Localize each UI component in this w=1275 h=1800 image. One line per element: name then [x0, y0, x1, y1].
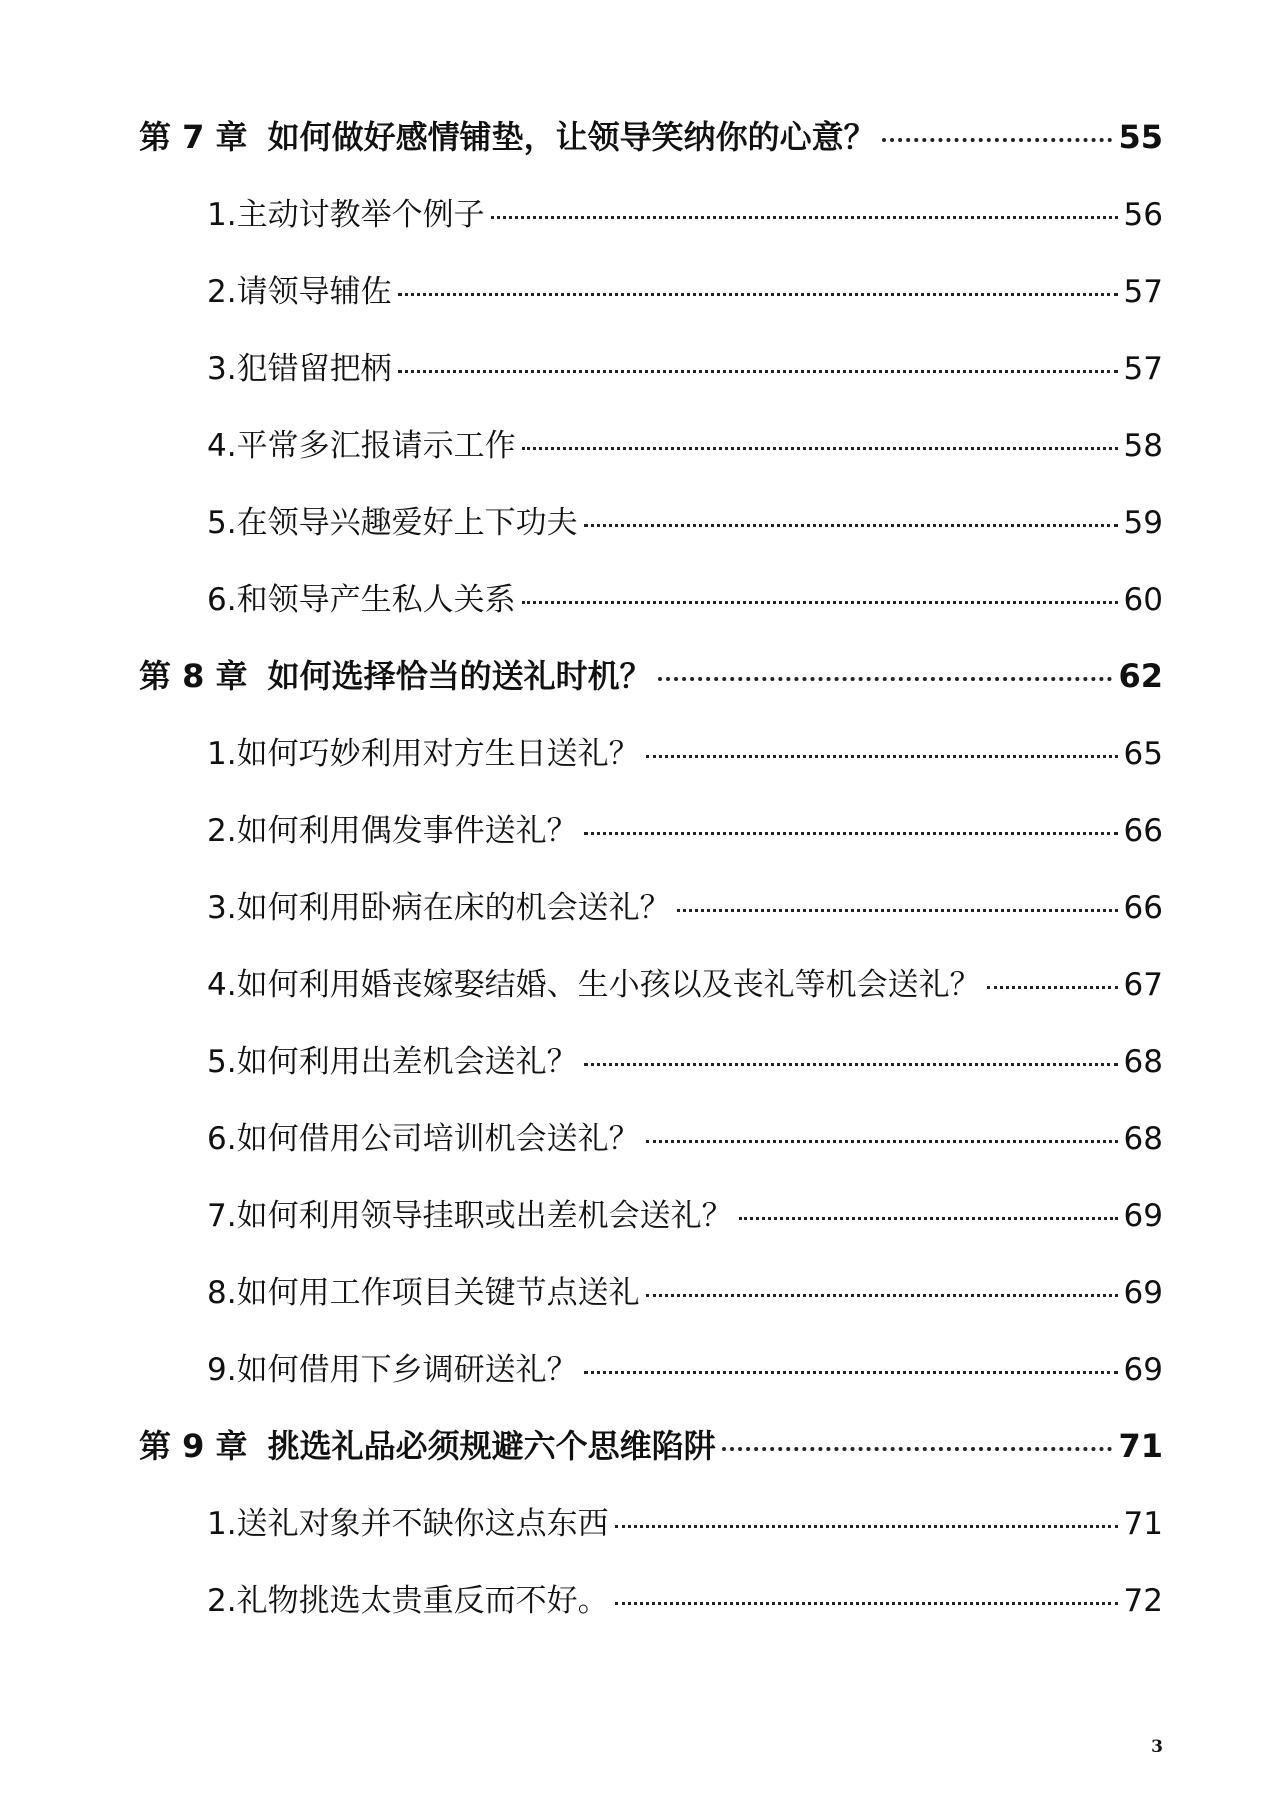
page-ref: 66 [1123, 890, 1163, 926]
dot-leader [987, 986, 1118, 989]
section-title: 1.送礼对象并不缺你这点东西 [207, 1506, 609, 1542]
toc-section[interactable] [0, 1575, 1275, 1652]
section-title: 6.和领导产生私人关系 [207, 582, 516, 618]
section-title: 5.如何利用出差机会送礼？ [207, 1044, 578, 1080]
toc-section[interactable] [0, 1344, 1275, 1421]
dot-leader [615, 1525, 1118, 1528]
page-ref: 55 [1118, 118, 1163, 156]
chapter-number: 第 8 章 [139, 657, 248, 695]
toc-section[interactable] [0, 882, 1275, 959]
page-ref: 62 [1118, 657, 1163, 695]
dot-leader [584, 524, 1118, 527]
section-title: 5.在领导兴趣爱好上下功夫 [207, 505, 578, 541]
page-ref: 69 [1123, 1198, 1163, 1234]
table-of-contents [0, 112, 1275, 1652]
section-title: 1.如何巧妙利用对方生日送礼？ [207, 736, 640, 772]
toc-section[interactable] [0, 343, 1275, 420]
toc-section[interactable] [0, 728, 1275, 805]
section-title: 3.如何利用卧病在床的机会送礼？ [207, 890, 671, 926]
page-number: 3 [1151, 1737, 1163, 1757]
dot-leader [398, 370, 1118, 373]
dot-leader [398, 293, 1118, 296]
dot-leader [646, 755, 1118, 758]
toc-section[interactable] [0, 1113, 1275, 1190]
page-ref: 66 [1123, 813, 1163, 849]
section-title: 4.平常多汇报请示工作 [207, 428, 516, 464]
page-ref: 68 [1123, 1121, 1163, 1157]
section-title: 8.如何用工作项目关键节点送礼 [207, 1275, 640, 1311]
page-ref: 68 [1123, 1044, 1163, 1080]
chapter-title: 挑选礼品必须规避六个思维陷阱 [267, 1427, 716, 1465]
page-ref: 69 [1123, 1352, 1163, 1388]
section-title: 7.如何利用领导挂职或出差机会送礼？ [207, 1198, 733, 1234]
toc-section[interactable] [0, 1498, 1275, 1575]
dot-leader [491, 216, 1118, 219]
page-ref: 71 [1118, 1427, 1163, 1465]
toc-section[interactable] [0, 266, 1275, 343]
toc-section[interactable] [0, 805, 1275, 882]
dot-leader [584, 1063, 1118, 1066]
section-title: 2.请领导辅佐 [207, 274, 392, 310]
dot-leader [615, 1602, 1118, 1605]
section-title: 2.如何利用偶发事件送礼？ [207, 813, 578, 849]
page-ref: 65 [1123, 736, 1163, 772]
section-title: 9.如何借用下乡调研送礼？ [207, 1352, 578, 1388]
toc-chapter-9[interactable] [0, 1421, 1275, 1498]
page-ref: 59 [1123, 505, 1163, 541]
toc-section[interactable] [0, 959, 1275, 1036]
dot-leader [658, 677, 1113, 681]
chapter-title: 如何做好感情铺垫，让领导笑纳你的心意？ [267, 118, 876, 156]
section-title: 3.犯错留把柄 [207, 351, 392, 387]
dot-leader [584, 1371, 1118, 1374]
page-ref: 57 [1123, 351, 1163, 387]
section-title: 2.礼物挑选太贵重反而不好。 [207, 1583, 609, 1619]
dot-leader [677, 909, 1118, 912]
section-title: 1.主动讨教举个例子 [207, 197, 485, 233]
dot-leader [522, 601, 1118, 604]
section-title: 6.如何借用公司培训机会送礼？ [207, 1121, 640, 1157]
toc-section[interactable] [0, 420, 1275, 497]
page-ref: 57 [1123, 274, 1163, 310]
dot-leader [882, 138, 1113, 142]
section-title: 4.如何利用婚丧嫁娶结婚、生小孩以及丧礼等机会送礼？ [207, 967, 981, 1003]
page-ref: 72 [1123, 1583, 1163, 1619]
toc-chapter-8[interactable] [0, 651, 1275, 728]
toc-section[interactable] [0, 1190, 1275, 1267]
toc-section[interactable] [0, 574, 1275, 651]
page-ref: 56 [1123, 197, 1163, 233]
page-ref: 60 [1123, 582, 1163, 618]
toc-section[interactable] [0, 1036, 1275, 1113]
page-ref: 67 [1123, 967, 1163, 1003]
dot-leader [722, 1447, 1113, 1451]
toc-chapter-7[interactable] [0, 112, 1275, 189]
chapter-number: 第 7 章 [139, 118, 248, 156]
dot-leader [646, 1294, 1118, 1297]
dot-leader [584, 832, 1118, 835]
page-ref: 71 [1123, 1506, 1163, 1542]
dot-leader [739, 1217, 1118, 1220]
toc-section[interactable] [0, 1267, 1275, 1344]
dot-leader [646, 1140, 1118, 1143]
page-ref: 69 [1123, 1275, 1163, 1311]
toc-section[interactable] [0, 497, 1275, 574]
page-ref: 58 [1123, 428, 1163, 464]
toc-section[interactable] [0, 189, 1275, 266]
chapter-number: 第 9 章 [139, 1427, 248, 1465]
chapter-title: 如何选择恰当的送礼时机？ [267, 657, 652, 695]
dot-leader [522, 447, 1118, 450]
